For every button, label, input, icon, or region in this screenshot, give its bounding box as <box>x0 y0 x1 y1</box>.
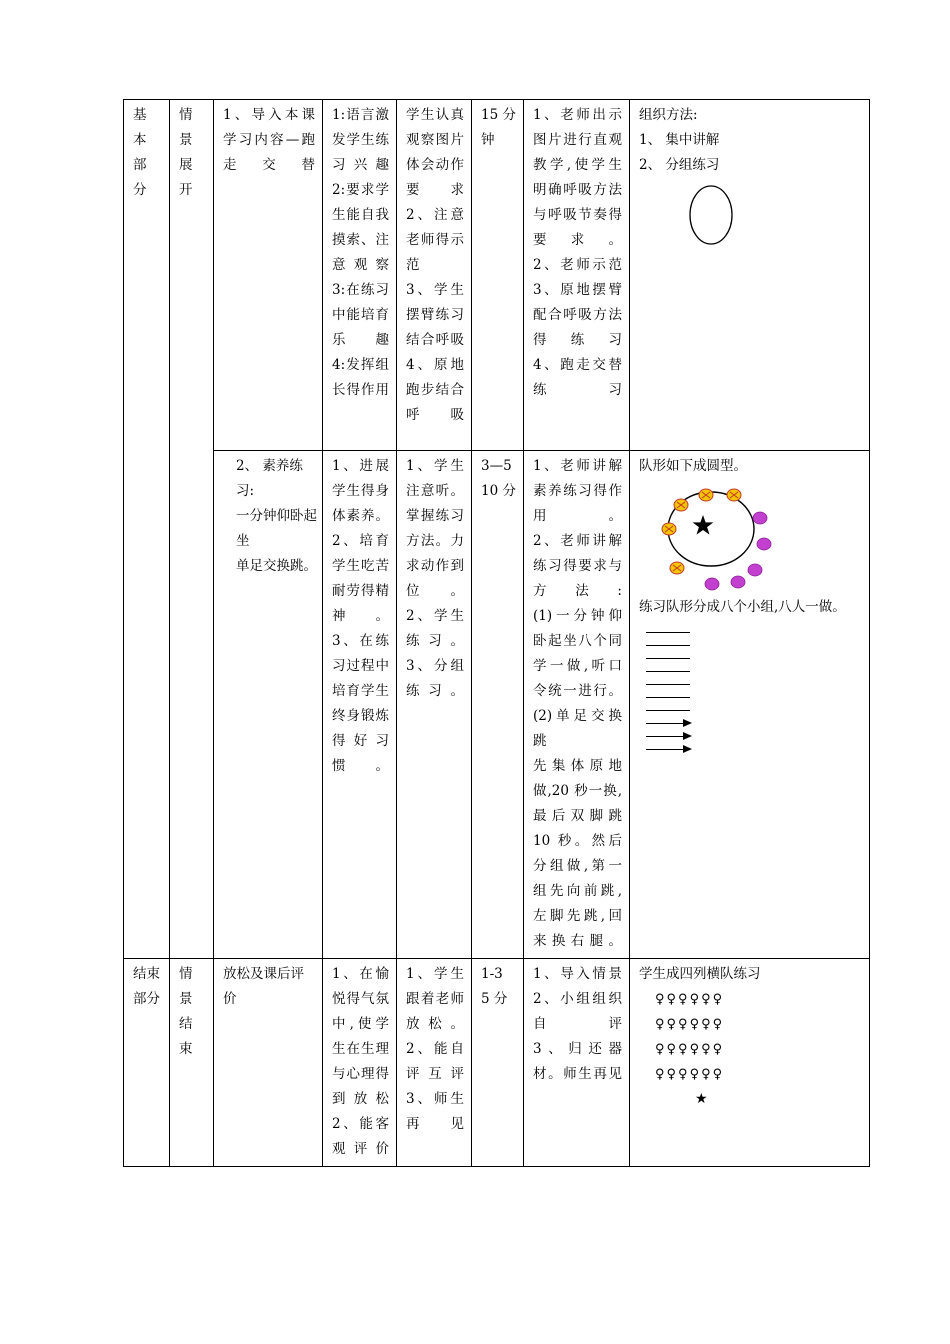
student-cell <box>397 100 472 451</box>
text-line: 1-3 <box>481 966 503 982</box>
text-line: 2、能自 <box>406 1041 464 1057</box>
text-line: 与呼吸节奏得 <box>533 207 622 223</box>
row-basic-part-2 <box>124 451 870 959</box>
text-line: 练习得要求与 <box>533 558 622 574</box>
line-marker <box>646 645 690 646</box>
text-line: 做,20 秒一换, <box>533 783 622 799</box>
text-line: 2、培育 <box>332 533 389 549</box>
text-line: 10 秒。然后 <box>533 833 622 849</box>
text-line: 方法。力 <box>406 533 464 549</box>
text-line: 学生得身 <box>332 483 389 499</box>
text-line: 与心理得 <box>332 1066 389 1082</box>
text-line: 得 好 习 <box>332 733 389 749</box>
text-line: 1、老师出示 <box>533 107 622 123</box>
text-line: 要求 <box>406 182 464 198</box>
text-line: 2、 素养练 <box>236 458 303 474</box>
text-line: 跑步结合 <box>406 382 464 398</box>
text-line: 1、导入情景 <box>533 966 622 982</box>
row-ending-part <box>124 959 870 1167</box>
line-marker <box>646 697 690 698</box>
section-cell <box>124 959 170 1167</box>
teacher-cell <box>524 451 630 959</box>
text-line: 老师得示 <box>406 232 464 248</box>
text-line: 情 <box>179 107 193 123</box>
text-line: 走交替 <box>223 157 315 173</box>
line-formation-diagram <box>639 632 862 750</box>
content-cell <box>214 451 323 959</box>
text-line: 最后双脚跳 <box>533 808 622 824</box>
text-line: 部分 <box>133 991 160 1007</box>
organization-cell <box>630 100 870 451</box>
text-line: 2、能客 <box>332 1116 389 1132</box>
text-line: 用。 <box>533 508 622 524</box>
text-line: 观察图片 <box>406 132 464 148</box>
dot-marker-icon <box>705 578 719 590</box>
text-line: 1、在愉 <box>332 966 389 982</box>
arrow-right-icon <box>646 723 690 724</box>
text-line: 景 <box>179 132 193 148</box>
text-line: 展 <box>179 157 193 173</box>
text-line: 学习内容—跑 <box>223 132 315 148</box>
text-line: 基 <box>133 107 147 123</box>
text-line: 配合呼吸方法 <box>533 307 622 323</box>
text-line: 2、学生 <box>406 608 464 624</box>
text-line: 左脚先跳,回 <box>533 908 622 924</box>
text-line: 3、归还器 <box>533 1041 622 1057</box>
time-cell <box>472 451 524 959</box>
text-line: 耐劳得精 <box>332 583 389 599</box>
text-line: 掌握练习 <box>406 508 464 524</box>
content-cell <box>214 100 323 451</box>
text-line: 学生吃苦 <box>332 558 389 574</box>
text-line: 学生认真 <box>406 107 464 123</box>
text-line: ♀♀♀♀♀♀ <box>655 1042 725 1057</box>
text-line: 到放松 <box>332 1091 389 1107</box>
organization-cell <box>630 451 870 959</box>
text-line: 学一做,听口 <box>533 658 622 674</box>
text-line: 结合呼吸 <box>406 332 464 348</box>
line-marker <box>646 671 690 672</box>
text-line: 1、进展 <box>332 458 389 474</box>
text-line: 2、老师讲解 <box>533 533 622 549</box>
student-cross-markers <box>662 489 741 574</box>
text-line: 坐 <box>236 533 250 549</box>
organization-text <box>639 103 862 178</box>
text-line: 5 分 <box>481 991 508 1007</box>
text-line: 3—5 <box>481 458 512 474</box>
text-line: 3、在练 <box>332 633 389 649</box>
dot-marker-icon <box>757 538 771 550</box>
text-line: 得练习 <box>533 332 622 348</box>
text-line: 练习。 <box>406 683 464 699</box>
line-marker <box>646 658 690 659</box>
text-line: 呼吸 <box>406 407 464 423</box>
text-line: 景 <box>179 991 193 1007</box>
text-line: (2)单足交换 <box>533 708 622 724</box>
text-line: 图片进行直观 <box>533 132 622 148</box>
goals-cell <box>323 100 397 451</box>
text-line: 生在生理 <box>332 1041 389 1057</box>
lesson-plan-table <box>123 99 870 1167</box>
text-line: 中,使学 <box>332 1016 389 1032</box>
text-line: 求动作到 <box>406 558 464 574</box>
text-line: 明确呼吸方法 <box>533 182 622 198</box>
cross-marker-icon <box>670 562 684 574</box>
organization-cell <box>630 959 870 1167</box>
text-line: 开 <box>179 182 193 198</box>
student-cell <box>397 451 472 959</box>
student-dot-markers <box>705 512 771 590</box>
text-line: 来换右腿。 <box>533 933 622 949</box>
text-line: 练习。 <box>406 633 464 649</box>
text-line: 观评价 <box>332 1141 389 1157</box>
text-line: 惯。 <box>332 758 389 774</box>
text-line: 习过程中 <box>332 658 389 674</box>
dot-marker-icon <box>753 512 767 524</box>
text-line: 注意听。 <box>406 483 464 499</box>
text-line: 范 <box>406 257 420 273</box>
text-line: 素养练习得作 <box>533 483 622 499</box>
text-line: 1、导入本课 <box>223 107 315 123</box>
text-line: 摆臂练习 <box>406 307 464 323</box>
text-line: 再见 <box>406 1116 464 1132</box>
goals-cell <box>323 959 397 1167</box>
text-line: 分 <box>133 182 147 198</box>
cross-marker-icon <box>727 489 741 501</box>
time-cell <box>472 959 524 1167</box>
text-line: ♀♀♀♀♀♀ <box>655 1067 725 1082</box>
time-cell <box>472 100 524 451</box>
text-line: 方法: <box>533 583 622 599</box>
text-line: 神。 <box>332 608 389 624</box>
text-line: 1、 集中讲解 <box>639 132 720 148</box>
text-line: 体会动作 <box>406 157 464 173</box>
teacher-cell <box>524 100 630 451</box>
student-rows <box>639 987 862 1087</box>
teacher-cell <box>524 959 630 1167</box>
text-line: 教学,使学生 <box>533 157 622 173</box>
text-line: 一分钟仰卧起 <box>236 508 317 524</box>
text-line: ♀♀♀♀♀♀ <box>655 1017 725 1032</box>
formation-caption: 队形如下成圆型。 <box>639 458 747 474</box>
line-marker <box>646 710 690 711</box>
text-line: 体素养。 <box>332 508 389 524</box>
text-line: 终身锻炼 <box>332 708 389 724</box>
text-line: 单足交换跳。 <box>236 558 317 574</box>
text-line: 2、老师示范 <box>533 257 622 273</box>
text-line: 放松及课后评 <box>223 966 304 982</box>
oval-formation-icon <box>679 180 739 250</box>
text-line: 分组做,第一 <box>533 858 622 874</box>
text-line: 组先向前跳, <box>533 883 622 899</box>
text-line: 令统一进行。 <box>533 683 622 699</box>
section-cell <box>124 100 170 959</box>
text-line: 组织方法: <box>639 107 698 123</box>
text-line: 2、小组组织 <box>533 991 622 1007</box>
text-line: 卧起坐八个同 <box>533 633 622 649</box>
goals-cell <box>323 451 397 959</box>
text-line: 跟着老师 <box>406 991 464 1007</box>
text-line: 4、跑走交替 <box>533 357 622 373</box>
text-line: 乐趣 <box>332 332 389 348</box>
text-line: 结 <box>179 1016 193 1032</box>
text-line: 材。师生再见 <box>533 1066 622 1082</box>
arrow-right-icon <box>646 749 690 750</box>
text-line: ♀♀♀♀♀♀ <box>655 992 725 1007</box>
text-line: 习兴趣 <box>332 157 389 173</box>
line-marker <box>646 684 690 685</box>
text-line: 3、学生 <box>406 282 464 298</box>
text-line: 跳 <box>533 733 547 749</box>
content-cell <box>214 959 323 1167</box>
dot-marker-icon <box>731 576 745 588</box>
text-line: 结束 <box>133 966 160 982</box>
text-line: 束 <box>179 1041 193 1057</box>
text-line: 15 分 <box>481 107 516 123</box>
text-line: 3、原地摆臂 <box>533 282 622 298</box>
teacher-star-icon <box>693 515 714 535</box>
text-line: 2:要求学 <box>332 182 389 198</box>
teacher-star-icon: ★ <box>695 1091 708 1107</box>
text-line: 意观察 <box>332 257 389 273</box>
cross-marker-icon <box>662 523 676 535</box>
text-line: 悦得气氛 <box>332 991 389 1007</box>
text-line: 4、原地 <box>406 357 464 373</box>
text-line: 1、学生 <box>406 966 464 982</box>
arrow-right-icon <box>646 736 690 737</box>
text-line: 1、学生 <box>406 458 464 474</box>
text-line: 4:发挥组 <box>332 357 389 373</box>
text-line: 价 <box>223 991 237 1007</box>
text-line: 1:语言激 <box>332 107 389 123</box>
text-line: 2、 分组练习 <box>639 157 720 173</box>
text-line: 要求。 <box>533 232 622 248</box>
formation-caption: 学生成四列横队练习 <box>639 966 761 982</box>
dot-marker-icon <box>748 564 762 576</box>
text-line: 钟 <box>481 132 495 148</box>
text-line: (1)一分钟仰 <box>533 608 622 624</box>
stage-cell <box>170 100 214 959</box>
text-line: 练习 <box>533 382 622 398</box>
text-line: 放松。 <box>406 1016 464 1032</box>
text-line: 1、老师讲解 <box>533 458 622 474</box>
text-line: 部 <box>133 157 147 173</box>
text-line: 2、注意 <box>406 207 464 223</box>
text-line: 培育学生 <box>332 683 389 699</box>
cross-marker-icon <box>674 499 688 511</box>
text-line: 摸索、注 <box>332 232 389 248</box>
cross-marker-icon <box>699 489 713 501</box>
text-line: 先集体原地 <box>533 758 622 774</box>
text-line: 自评 <box>533 1016 622 1032</box>
stage-cell <box>170 959 214 1167</box>
text-line: 情 <box>179 966 193 982</box>
text-line: 3、分组 <box>406 658 464 674</box>
text-line: 发学生练 <box>332 132 389 148</box>
text-line: 长得作用 <box>332 382 389 398</box>
line-marker <box>646 632 690 633</box>
text-line: 中能培育 <box>332 307 389 323</box>
row-basic-part-1 <box>124 100 870 451</box>
text-line: 生能自我 <box>332 207 389 223</box>
student-cell <box>397 959 472 1167</box>
text-line: 评互评 <box>406 1066 464 1082</box>
text-line: 3、师生 <box>406 1091 464 1107</box>
circle-formation-diagram <box>647 481 797 591</box>
practice-caption: 练习队形分成八个小组,八人一做。 <box>639 599 846 615</box>
text-line: 3:在练习 <box>332 282 389 298</box>
text-line: 本 <box>133 132 147 148</box>
text-line: 习: <box>236 483 255 499</box>
text-line: 10 分 <box>481 483 516 499</box>
text-line: 位。 <box>406 583 464 599</box>
